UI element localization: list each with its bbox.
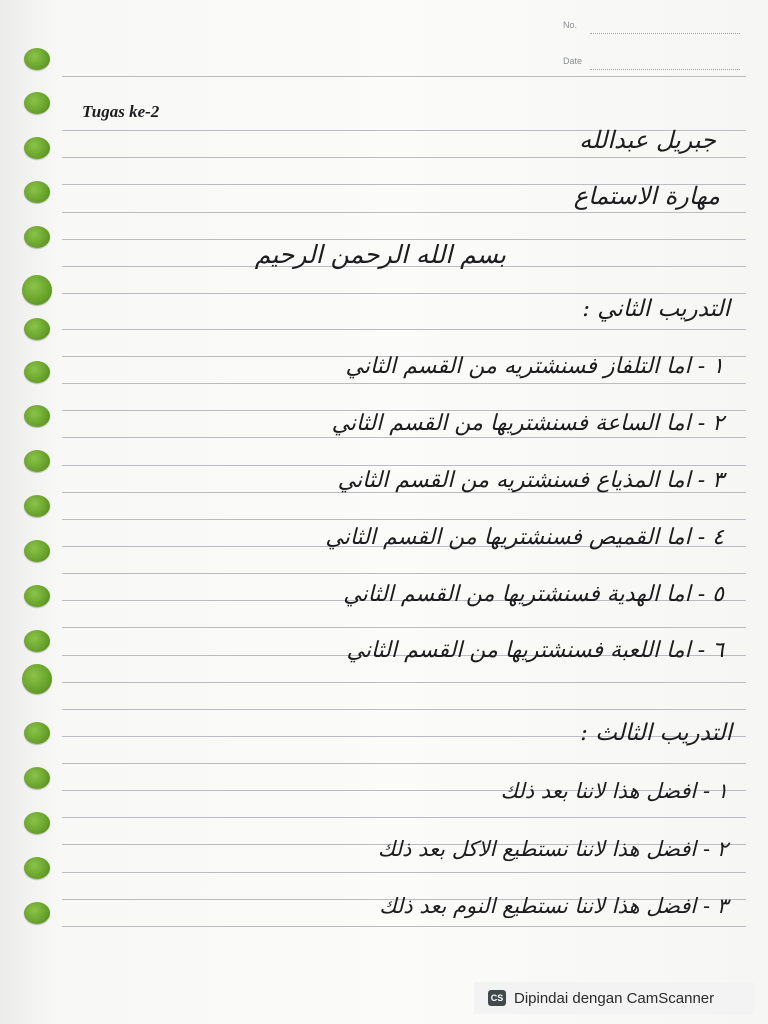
camscanner-text: Dipindai dengan CamScanner — [514, 989, 715, 1007]
ruled-line — [62, 329, 746, 330]
exercise-2-item — [332, 411, 724, 436]
student-name: جبريل عبدالله — [579, 126, 716, 154]
ruled-line — [62, 465, 746, 466]
ruled-line — [62, 212, 746, 213]
binder-hole — [24, 405, 50, 427]
item-number: ٢ - — [702, 837, 728, 861]
binder-hole — [22, 664, 52, 694]
ruled-line — [62, 926, 746, 927]
item-number: ١ - — [697, 354, 724, 379]
camscanner-logo-icon: CS — [488, 990, 506, 1006]
binder-hole — [24, 92, 50, 114]
binder-hole — [24, 540, 50, 562]
binder-hole — [24, 767, 50, 789]
ruled-line — [62, 872, 746, 873]
date-dotted-line — [590, 69, 740, 70]
item-text: اما الساعة فسنشتريها من القسم الثاني — [331, 411, 691, 436]
binder-hole — [24, 318, 50, 340]
no-dotted-line — [590, 33, 740, 34]
item-text: اما المذياع فسنشتريه من القسم الثاني — [337, 468, 691, 493]
binder-hole — [24, 495, 50, 517]
binder-hole — [24, 812, 50, 834]
exercise-3-item — [379, 894, 728, 918]
binder-hole — [24, 630, 50, 652]
ruled-line — [62, 573, 746, 574]
exercise-3-item — [501, 779, 728, 803]
exercise-2-item — [347, 638, 725, 663]
item-text: افضل هذا لاننا نستطيع النوم بعد ذلك — [379, 894, 697, 918]
ruled-line — [62, 627, 746, 628]
ruled-line — [62, 437, 746, 438]
no-label: No. — [563, 20, 578, 30]
item-text: افضل هذا لاننا نستطيع الاكل بعد ذلك — [377, 837, 697, 861]
basmala: بسم الله الرحمن الرحيم — [254, 240, 506, 269]
ruled-line — [62, 709, 746, 710]
item-number: ٦ - — [697, 638, 724, 663]
camscanner-badge — [474, 982, 754, 1014]
item-number: ٢ - — [697, 411, 724, 436]
ruled-line — [62, 817, 746, 818]
item-text: اما التلفاز فسنشتريه من القسم الثاني — [345, 354, 691, 379]
exercise-2-item — [325, 525, 724, 550]
binder-hole — [22, 275, 52, 305]
binder-hole — [24, 450, 50, 472]
item-text: اما الهدية فسنشتريها من القسم الثاني — [343, 582, 691, 607]
exercise-2-heading: التدريب الثاني : — [582, 296, 730, 322]
ruled-line — [62, 383, 746, 384]
item-text: افضل هذا لاننا بعد ذلك — [500, 779, 697, 803]
ruled-line — [62, 76, 746, 77]
binder-hole — [24, 48, 50, 70]
binder-hole — [24, 181, 50, 203]
binder-hole — [24, 585, 50, 607]
ruled-line — [62, 682, 746, 683]
item-text: اما اللعبة فسنشتريها من القسم الثاني — [346, 638, 691, 663]
item-number: ٥ - — [697, 582, 724, 607]
exercise-2-item — [346, 354, 725, 379]
item-number: ٣ - — [702, 894, 728, 918]
exercise-3-item — [378, 837, 728, 861]
item-number: ٤ - — [697, 525, 724, 550]
binder-hole — [24, 857, 50, 879]
binder-hole — [24, 226, 50, 248]
item-number: ٣ - — [697, 468, 724, 493]
ruled-line — [62, 157, 746, 158]
binder-hole — [24, 361, 50, 383]
date-label: Date — [563, 56, 583, 66]
exercise-2-item — [343, 582, 724, 607]
assignment-title: Tugas ke-2 — [82, 102, 160, 121]
subject-title: مهارة الاستماع — [573, 182, 720, 210]
binder-hole — [24, 902, 50, 924]
item-number: ١ - — [702, 779, 728, 803]
binder-hole — [24, 722, 50, 744]
ruled-line — [62, 293, 746, 294]
binder-hole — [24, 137, 50, 159]
item-text: اما القميص فسنشتريها من القسم الثاني — [325, 525, 691, 550]
exercise-2-item — [338, 468, 724, 493]
ruled-line — [62, 519, 746, 520]
ruled-line — [62, 763, 746, 764]
exercise-3-heading: التدريب الثالث : — [580, 720, 732, 746]
